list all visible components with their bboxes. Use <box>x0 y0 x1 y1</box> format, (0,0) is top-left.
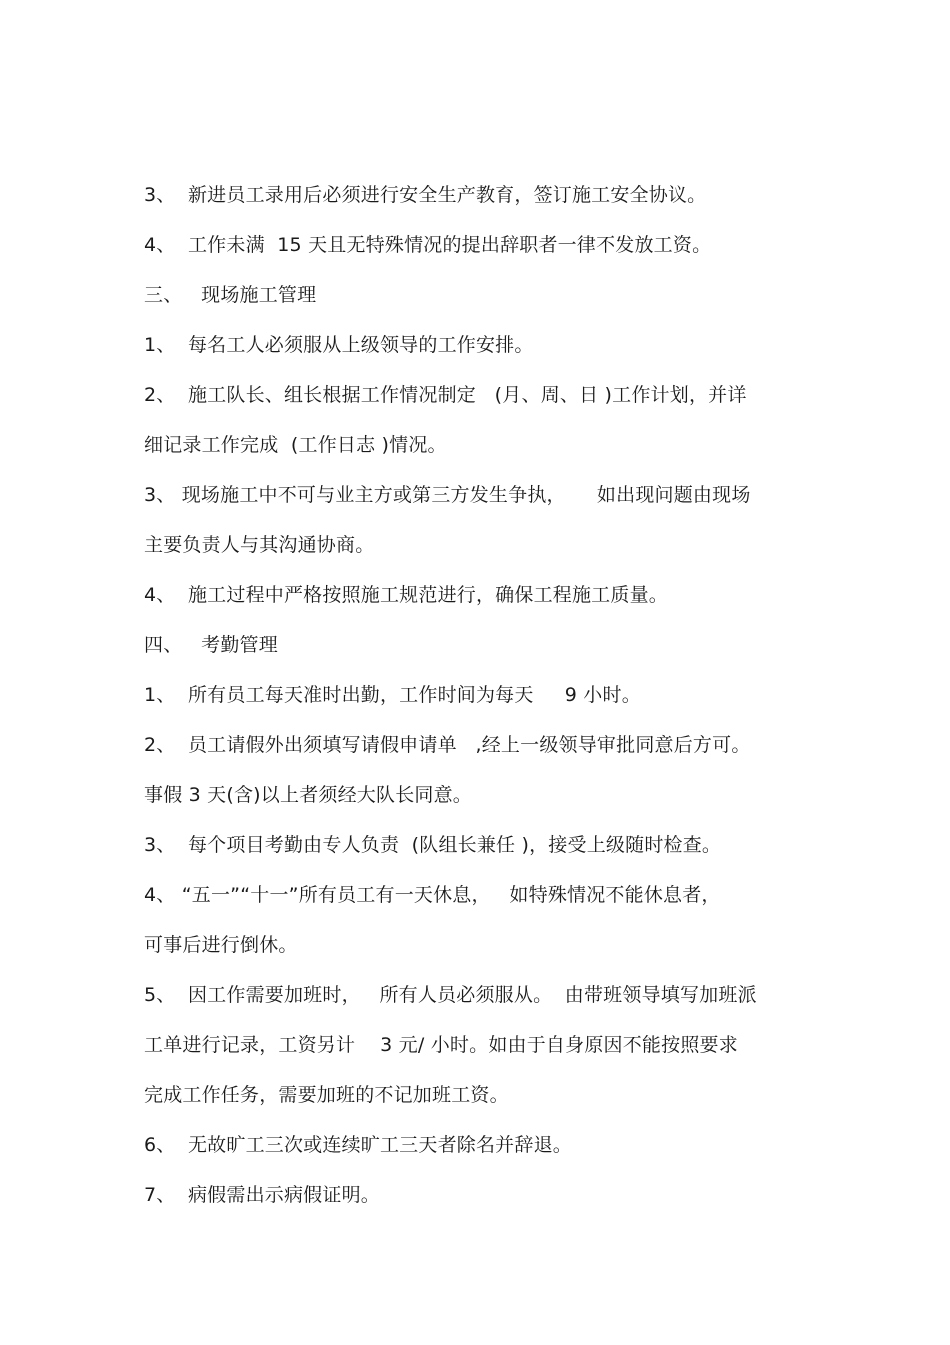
rule-line-continued: 主要负责人与其沟通协商。 <box>144 534 375 556</box>
rule-line: 3、 现场施工中不可与业主方或第三方发生争执， 如出现问题由现场 <box>144 484 751 506</box>
rule-line: 1、 每名工人必须服从上级领导的工作安排。 <box>144 334 534 356</box>
rule-line-continued: 工单进行记录，工资另计 3 元/ 小时。如由于自身原因不能按照要求 <box>144 1034 738 1056</box>
rule-line: 6、 无故旷工三次或连续旷工三天者除名并辞退。 <box>144 1134 572 1156</box>
section-heading: 四、 考勤管理 <box>144 634 278 656</box>
rule-line: 4、 “五一”“十一”所有员工有一天休息， 如特殊情况不能休息者， <box>144 884 721 906</box>
rule-line: 4、 工作未满 15 天且无特殊情况的提出辞职者一律不发放工资。 <box>144 234 712 256</box>
rule-line: 2、 员工请假外出须填写请假申请单 ,经上一级领导审批同意后方可。 <box>144 734 751 756</box>
rule-line-continued: 完成工作任务，需要加班的不记加班工资。 <box>144 1084 509 1106</box>
rule-line: 3、 每个项目考勤由专人负责 (队组长兼任 )，接受上级随时检查。 <box>144 834 722 856</box>
rule-line-continued: 细记录工作完成 (工作日志 )情况。 <box>144 434 447 456</box>
section-heading: 三、 现场施工管理 <box>144 284 317 306</box>
rule-line-continued: 可事后进行倒休。 <box>144 934 298 956</box>
rule-line: 7、 病假需出示病假证明。 <box>144 1184 380 1206</box>
rule-line: 3、 新进员工录用后必须进行安全生产教育，签订施工安全协议。 <box>144 184 707 206</box>
rule-line-continued: 事假 3 天(含)以上者须经大队长同意。 <box>144 784 472 806</box>
rule-line: 5、 因工作需要加班时， 所有人员必须服从。 由带班领导填写加班派 <box>144 984 757 1006</box>
rule-line: 4、 施工过程中严格按照施工规范进行，确保工程施工质量。 <box>144 584 668 606</box>
rule-line: 1、 所有员工每天准时出勤，工作时间为每天 9 小时。 <box>144 684 641 706</box>
rule-line: 2、 施工队长、组长根据工作情况制定 (月、周、日 )工作计划，并详 <box>144 384 747 406</box>
